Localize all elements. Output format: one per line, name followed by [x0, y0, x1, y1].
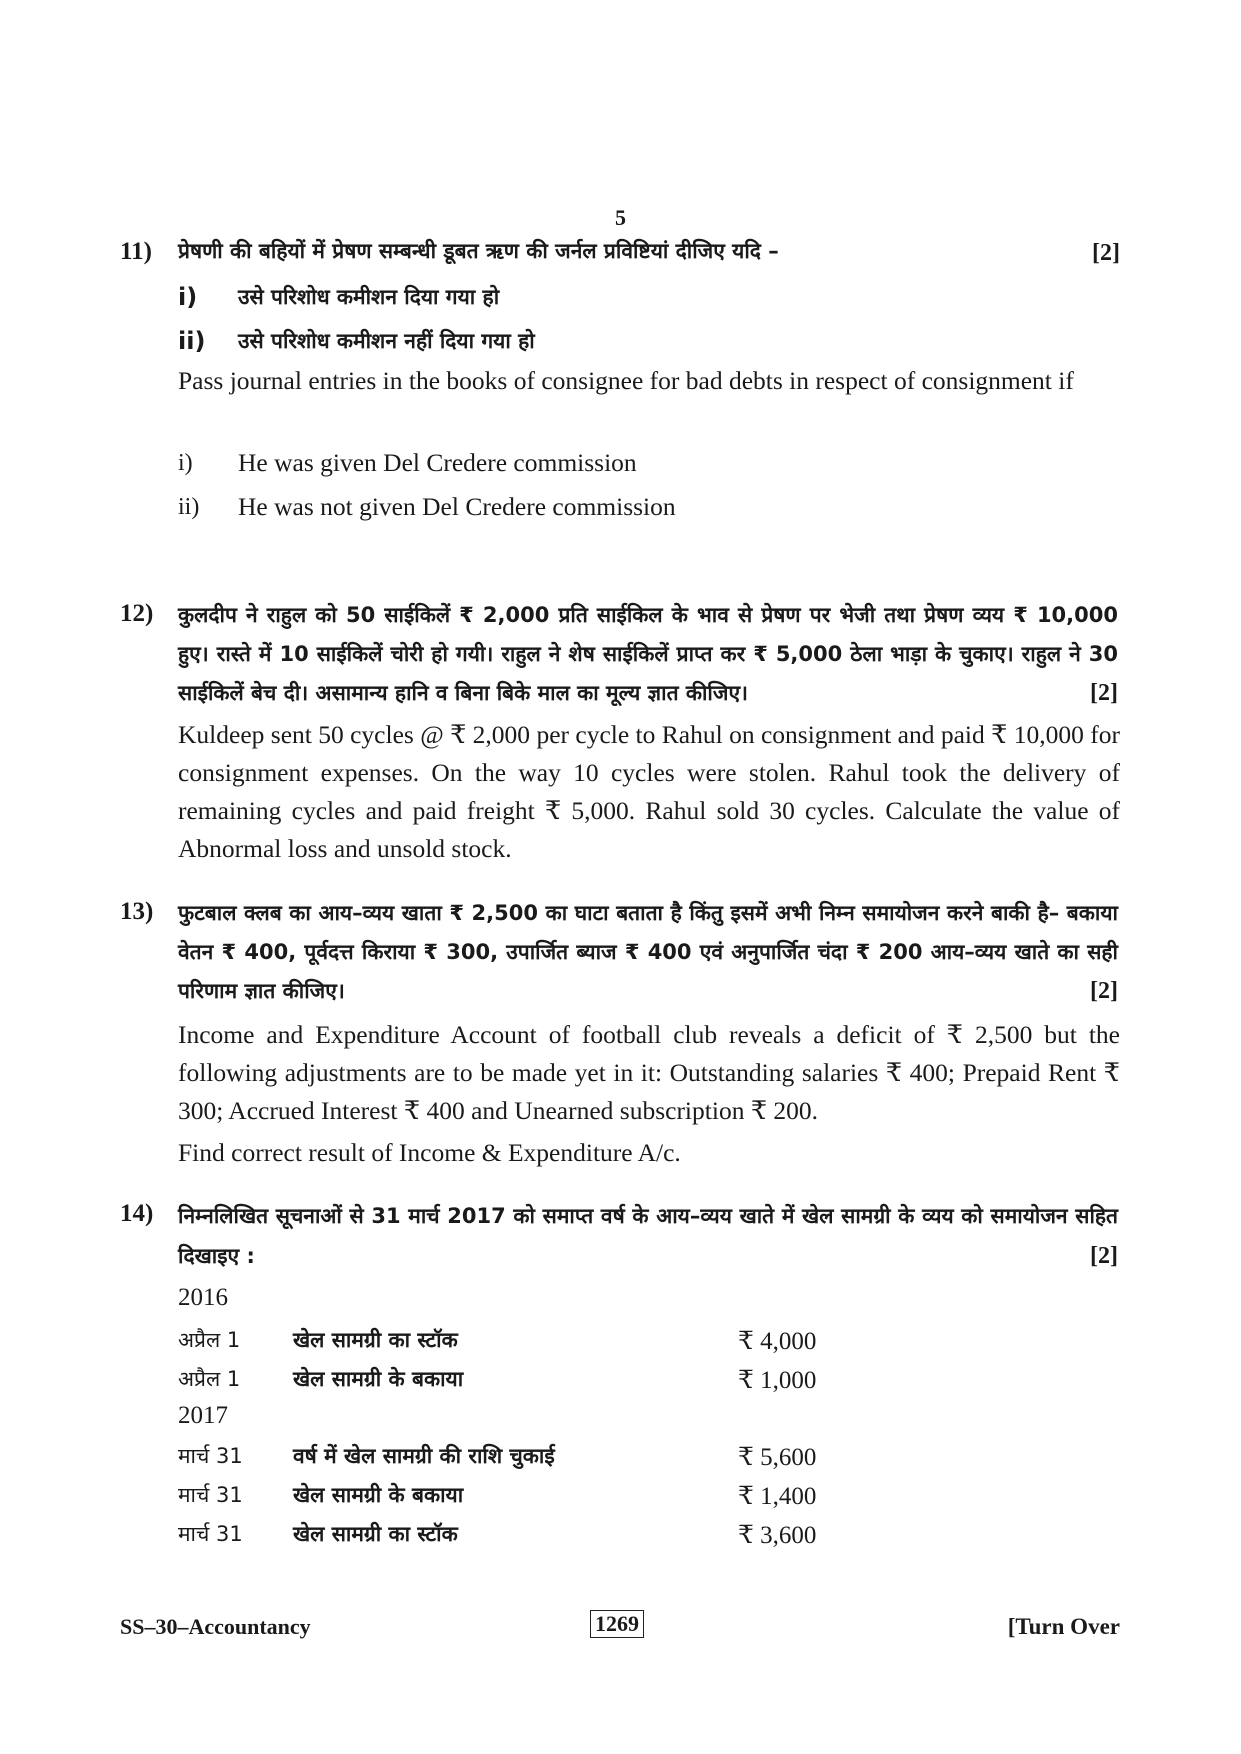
- row-amount: ₹ 3,600: [738, 1522, 817, 1549]
- question-text-english-2: Find correct result of Income & Expenditure A/c.: [178, 1138, 681, 1167]
- row-date: अप्रैल 1: [178, 1328, 241, 1352]
- row-amount: ₹ 1,000: [738, 1367, 817, 1394]
- table-row: [178, 1442, 878, 1480]
- row-particular: खेल सामग्री के बकाया: [293, 1483, 464, 1507]
- item-number: ii): [178, 327, 206, 355]
- page-code-box: 1269: [590, 1610, 644, 1638]
- page-number: 5: [615, 205, 626, 230]
- item-number: i): [178, 283, 198, 311]
- marks: [2]: [1090, 680, 1118, 706]
- marks: [2]: [1090, 978, 1118, 1004]
- row-particular: खेल सामग्री का स्टॉक: [293, 1328, 458, 1352]
- question-text-english: Income and Expenditure Account of football club reveals a deficit of ₹ 2,500 but the following adjustments are to be made yet in it: Outstanding salaries ₹ 400; Prepaid Rent ₹ 300; Accrued Interest ₹ 400 and Unearned subscription ₹ 200.: [178, 1020, 1120, 1125]
- hindi-text: निम्नलिखित सूचनाओं से 31 मार्च 2017 को समाप्त वर्ष के आय–व्यय खाते में खेल सामग्री के व्यय को समायोजन सहित दिखाइए :: [178, 1204, 1118, 1268]
- list-item: [178, 278, 1120, 322]
- item-text: He was given Del Credere commission: [238, 448, 637, 477]
- paper-code: SS–30–Accountancy: [120, 1614, 311, 1639]
- marks: [2]: [1092, 240, 1120, 266]
- question-text-hindi: प्रेषणी की बहियों में प्रेषण सम्बन्धी डूबत ऋण की जर्नल प्रविष्टियां दीजिए यदि –: [178, 239, 779, 263]
- question-number: 14): [120, 1200, 154, 1227]
- question-text-hindi: [178, 894, 1118, 1011]
- row-amount: ₹ 4,000: [738, 1328, 817, 1355]
- item-text: उसे परिशोध कमीशन नहीं दिया गया हो: [238, 329, 535, 353]
- list-item: [178, 322, 1120, 366]
- row-date: मार्च 31: [178, 1522, 243, 1546]
- page-footer: [120, 1611, 1120, 1654]
- question-text-english: Pass journal entries in the books of consignee for bad debts in respect of consignment if: [178, 366, 1074, 395]
- table-row: [178, 1520, 878, 1558]
- row-particular: खेल सामग्री के बकाया: [293, 1367, 464, 1391]
- question-number: 11): [120, 238, 152, 265]
- turn-over-label: [Turn Over: [1007, 1614, 1120, 1639]
- marks: [2]: [1090, 1243, 1118, 1269]
- list-item: [178, 444, 1120, 488]
- table-row: [178, 1326, 878, 1364]
- question-text-hindi: [178, 1196, 1118, 1276]
- row-amount: ₹ 1,400: [738, 1483, 817, 1510]
- item-text: उसे परिशोध कमीशन दिया गया हो: [238, 285, 500, 309]
- row-particular: वर्ष में खेल सामग्री की राशि चुकाई: [293, 1444, 555, 1468]
- table-row: [178, 1481, 878, 1519]
- list-item: [178, 488, 1120, 532]
- question-text-english: Kuldeep sent 50 cycles @ ₹ 2,000 per cycle to Rahul on consignment and paid ₹ 10,000 for consignment expenses. On the way 10 cycles were stolen. Rahul took the delivery of remaining cycles and paid freight ₹ 5,000. Rahul sold 30 cycles. Calculate the value of Abnormal loss and unsold stock.: [178, 720, 1120, 863]
- year-label: 2016: [178, 1284, 228, 1311]
- question-number: 13): [120, 898, 154, 925]
- item-number: i): [178, 450, 193, 476]
- item-number: ii): [178, 494, 200, 520]
- hindi-text: फुटबाल क्लब का आय–व्यय खाता ₹ 2,500 का घाटा बताता है किंतु इसमें अभी निम्न समायोजन करने बाकी है– बकाया वेतन ₹ 400, पूर्वदत्त किराया ₹ 300, उपार्जित ब्याज ₹ 400 एवं अनुपार्जित चंदा ₹ 200 आय–व्यय खाते का सही परिणाम ज्ञात कीजिए।: [178, 901, 1118, 1003]
- row-particular: खेल सामग्री का स्टॉक: [293, 1522, 458, 1546]
- question-number: 12): [120, 600, 154, 627]
- hindi-text: कुलदीप ने राहुल को 50 साईकिलें ₹ 2,000 प्रति साईकिल के भाव से प्रेषण पर भेजी तथा प्रेषण व्यय ₹ 10,000 हुए। रास्ते में 10 साईकिलें चोरी हो गयी। राहुल ने शेष साईकिलें प्राप्त कर ₹ 5,000 ठेला भाड़ा के चुकाए। राहुल ने 30 साईकिलें बेच दी। असामान्य हानि व बिना बिके माल का मूल्य ज्ञात कीजिए।: [178, 603, 1118, 705]
- row-amount: ₹ 5,600: [738, 1444, 817, 1471]
- year-label: 2017: [178, 1402, 228, 1429]
- row-date: अप्रैल 1: [178, 1367, 241, 1391]
- question-text-hindi: [178, 596, 1118, 713]
- row-date: मार्च 31: [178, 1444, 243, 1468]
- item-text: He was not given Del Credere commission: [238, 492, 676, 521]
- table-row: [178, 1365, 878, 1403]
- row-date: मार्च 31: [178, 1483, 243, 1507]
